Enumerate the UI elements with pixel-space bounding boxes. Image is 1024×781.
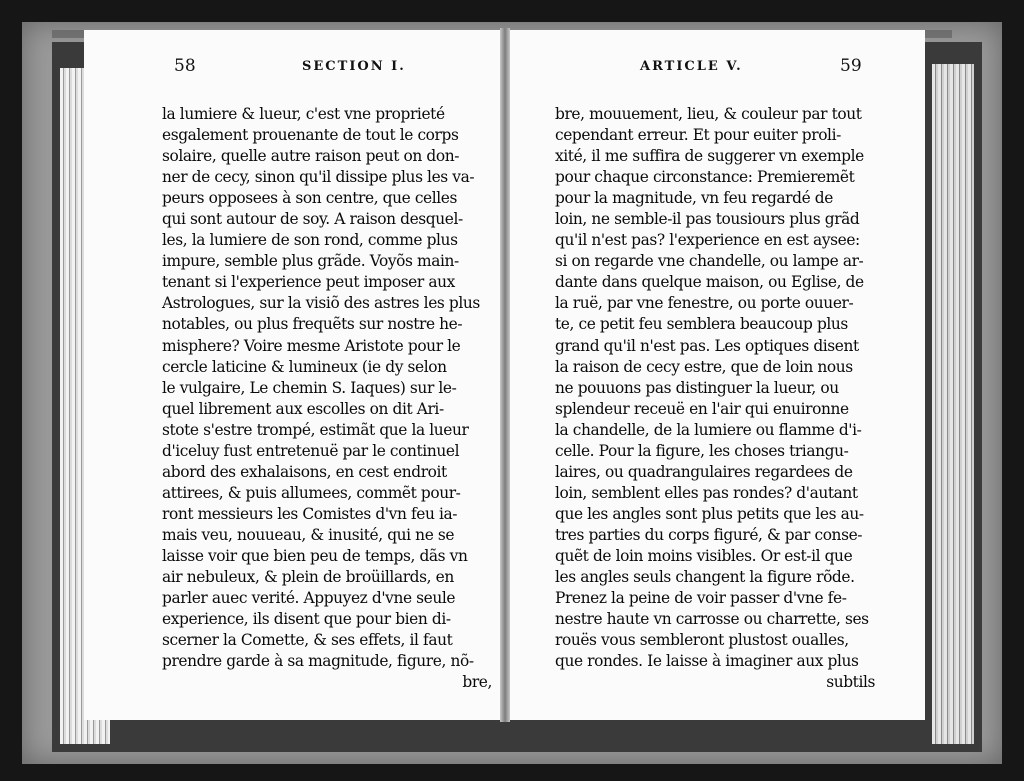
text-line: la raison de cecy estre, que de loin nous bbox=[555, 357, 853, 376]
catchword: subtils bbox=[826, 673, 875, 692]
text-line: la chandelle, de la lumiere ou flamme d'i- bbox=[555, 420, 862, 439]
text-line: misphere? Voire mesme Aristote pour le bbox=[162, 336, 461, 355]
text-line: impure, semble plus grãde. Voyõs main- bbox=[162, 252, 459, 271]
text-line: te, ce petit feu semblera beaucoup plus bbox=[555, 315, 848, 334]
text-line: tres parties du corps figuré, & par conse- bbox=[555, 525, 863, 544]
text-line: loin, semblent elles pas rondes? d'autant bbox=[555, 483, 858, 502]
text-line: solaire, quelle autre raison peut on don- bbox=[162, 147, 460, 166]
text-line: laisse voir que bien peu de temps, dãs vn bbox=[162, 546, 468, 565]
text-line: ne pouuons pas distinguer la lueur, ou bbox=[555, 378, 839, 397]
text-line: ner de cecy, sinon qu'il dissipe plus les va- bbox=[162, 168, 475, 187]
book-spine bbox=[500, 28, 510, 722]
text-line: laires, ou quadrangulaires regardees de bbox=[555, 462, 853, 481]
text-line: splendeur receuë en l'air qui enuironne bbox=[555, 399, 849, 418]
text-line: la lumiere & lueur, c'est vne proprieté bbox=[162, 105, 445, 123]
right-page-number: 59 bbox=[840, 56, 862, 76]
text-line: que les angles sont plus petits que les au- bbox=[555, 504, 864, 523]
text-line: cercle laticine & lumineux (ie dy selon bbox=[162, 357, 447, 376]
right-page-edges bbox=[932, 64, 974, 744]
text-line: Prenez la peine de voir passer d'vne fe- bbox=[555, 589, 847, 608]
text-line: loin, ne semble-il pas tousiours plus grãd bbox=[555, 210, 860, 229]
text-line: peurs opposees à son centre, que celles bbox=[162, 189, 458, 208]
left-page-text bbox=[162, 104, 492, 693]
catchword: bre, bbox=[462, 673, 492, 692]
right-running-header: ARTICLE V. bbox=[640, 59, 743, 74]
text-line: experience, ils disent que pour bien di- bbox=[162, 610, 451, 629]
text-line: notables, ou plus frequẽts sur nostre he- bbox=[162, 315, 463, 334]
text-line: les, la lumiere de son rond, comme plus bbox=[162, 231, 458, 250]
text-line: la ruë, par vne fenestre, ou porte ouuer- bbox=[555, 294, 854, 313]
text-line: quẽt de loin moins visibles. Or est-il que bbox=[555, 546, 853, 565]
text-line: stote s'estre trompé, estimãt que la lueur bbox=[162, 420, 469, 439]
text-line: attirees, & puis allumees, commẽt pour- bbox=[162, 483, 461, 502]
text-line: prendre garde à sa magnitude, figure, nõ- bbox=[162, 652, 474, 671]
text-line: abord des exhalaisons, en cest endroit bbox=[162, 462, 447, 481]
text-line: air nebuleux, & plein de broüillards, en bbox=[162, 568, 454, 587]
text-line: esgalement prouenante de tout le corps bbox=[162, 126, 459, 145]
text-line: nestre haute vn carrosse ou charrette, ses bbox=[555, 610, 869, 629]
text-line: dante dans quelque maison, ou Eglise, de bbox=[555, 273, 864, 292]
text-line: celle. Pour la figure, les choses triangu- bbox=[555, 441, 849, 460]
text-line: scerner la Comette, & ses effets, il faut bbox=[162, 631, 453, 650]
text-line: rouës vous sembleront plustost oualles, bbox=[555, 631, 849, 650]
text-line: parler auec verité. Appuyez d'vne seule bbox=[162, 589, 456, 608]
text-line: quel librement aux escolles on dit Ari- bbox=[162, 399, 444, 418]
text-line: les angles seuls changent la figure rõde. bbox=[555, 568, 855, 587]
text-line: xité, il me suffira de suggerer vn exemple bbox=[555, 147, 864, 166]
text-line: cependant erreur. Et pour euiter proli- bbox=[555, 126, 841, 145]
text-line: Astrologues, sur la visiõ des astres les plus bbox=[162, 294, 480, 313]
text-line: d'iceluy fust entretenuë par le continuel bbox=[162, 441, 460, 460]
text-line: bre, mouuement, lieu, & couleur par tout bbox=[555, 105, 862, 123]
text-line: grand qu'il n'est pas. Les optiques disent bbox=[555, 336, 859, 355]
left-running-header: SECTION I. bbox=[302, 59, 406, 74]
text-line: qui sont autour de soy. A raison desquel- bbox=[162, 210, 463, 229]
text-line: mais veu, nouueau, & inusité, qui ne se bbox=[162, 525, 455, 544]
text-line: pour la magnitude, vn feu regardé de bbox=[555, 189, 833, 208]
text-line: ront messieurs les Comistes d'vn feu ia- bbox=[162, 504, 458, 523]
text-line: tenant si l'experience peut imposer aux bbox=[162, 273, 455, 292]
text-line: si on regarde vne chandelle, ou lampe ar- bbox=[555, 252, 864, 271]
left-page-number: 58 bbox=[174, 56, 196, 76]
text-line: que rondes. Ie laisse à imaginer aux plus bbox=[555, 652, 859, 671]
right-page-text bbox=[555, 104, 875, 693]
text-line: qu'il n'est pas? l'experience en est aysee: bbox=[555, 231, 860, 250]
text-line: le vulgaire, Le chemin S. Iaques) sur le- bbox=[162, 378, 457, 397]
text-line: pour chaque circonstance: Premieremẽt bbox=[555, 168, 855, 187]
